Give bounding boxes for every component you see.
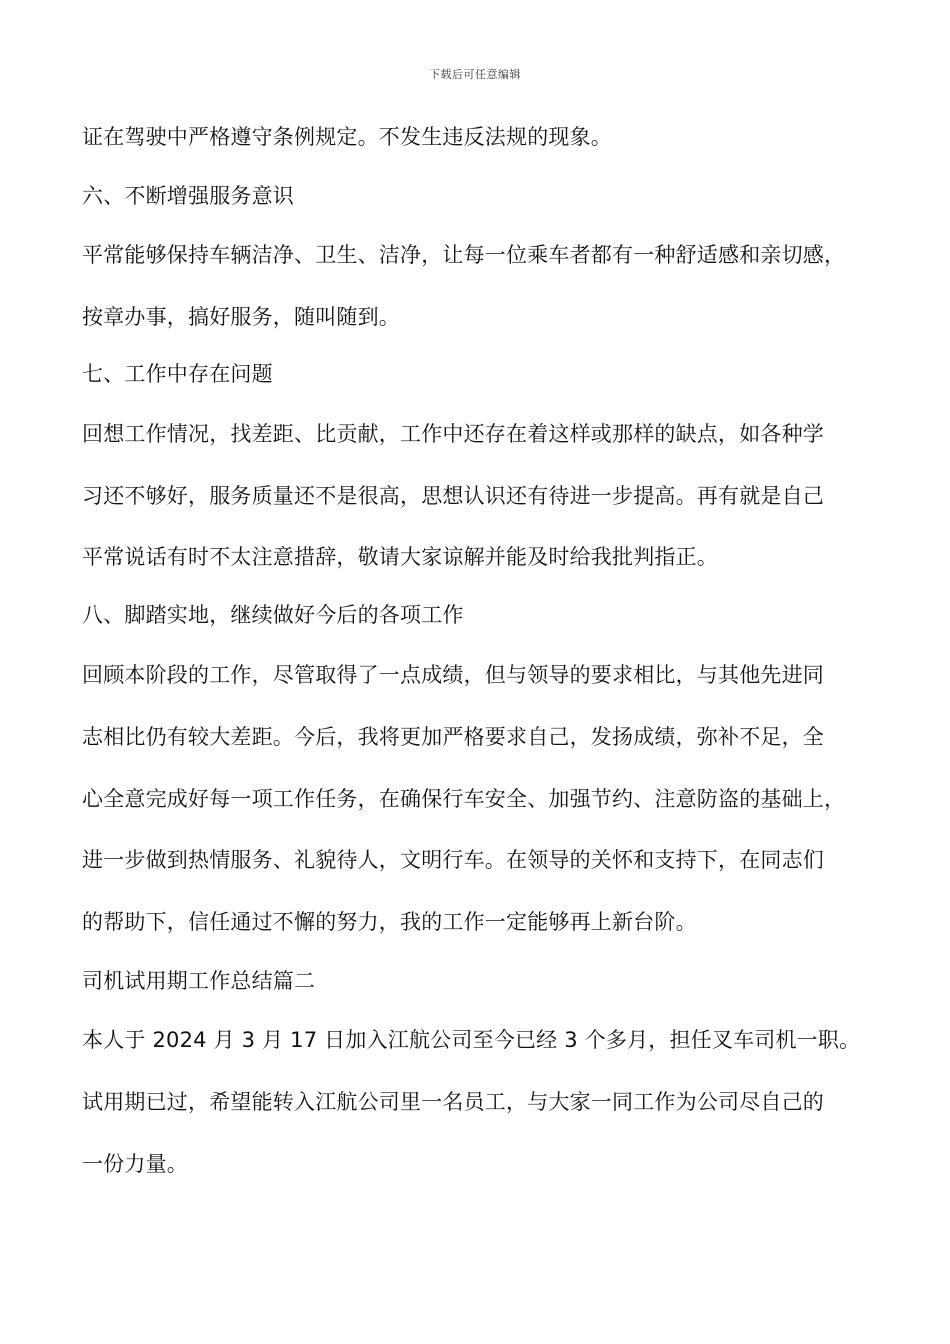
text-line-18: 一份力量。 [82,1152,188,1176]
text-line-17: 试用期已过，希望能转入江航公司里一名员工，与大家一同工作为公司尽自己的 [82,1090,824,1114]
section-heading-6: 六、不断增强服务意识 [82,184,294,208]
text-line-16: 本人于 2024 月 3 月 17 日加入江航公司至今已经 3 个多月，担任叉车司机一职。 [82,1028,861,1052]
text-line-14: 的帮助下，信任通过不懈的努力，我的工作一定能够再上新台阶。 [82,910,697,934]
text-line-7: 习还不够好，服务质量还不是很高，思想认识还有待进一步提高。再有就是自己 [82,484,824,508]
text-line-11: 志相比仍有较大差距。今后，我将更加严格要求自己，发扬成绩，弥补不足，全 [82,725,824,749]
section-heading-part2: 司机试用期工作总结篇二 [82,969,316,993]
text-line-10: 回顾本阶段的工作，尽管取得了一点成绩，但与领导的要求相比，与其他先进同 [82,663,824,687]
text-line-1: 证在驾驶中严格遵守条例规定。不发生违反法规的现象。 [82,125,612,149]
section-heading-7: 七、工作中存在问题 [82,362,273,386]
text-line-8: 平常说话有时不太注意措辞，敬请大家谅解并能及时给我批判指正。 [82,545,718,569]
text-line-3: 平常能够保持车辆洁净、卫生、洁净，让每一位乘车者都有一种舒适感和亲切感， [82,243,846,267]
text-line-13: 进一步做到热情服务、礼貌待人，文明行车。在领导的关怀和支持下，在同志们 [82,848,824,872]
text-line-6: 回想工作情况，找差距、比贡献，工作中还存在着这样或那样的缺点，如各种学 [82,422,824,446]
page-header: 下载后可任意编辑 [429,68,521,81]
section-heading-8: 八、脚踏实地，继续做好今后的各项工作 [82,603,464,627]
text-line-4: 按章办事，搞好服务，随叫随到。 [82,305,400,329]
text-line-12: 心全意完成好每一项工作任务，在确保行车安全、加强节约、注意防盗的基础上， [82,787,846,811]
